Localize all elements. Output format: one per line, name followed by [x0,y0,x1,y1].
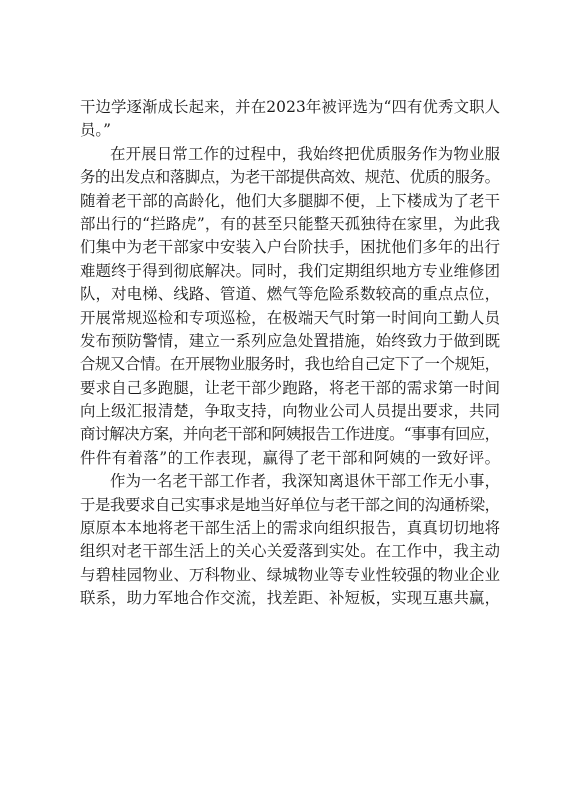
text-line: 作为一名老干部工作者，我深知离退休干部工作无小事， [110,472,500,491]
text-line: 要求自己多跑腿，让老干部少跑路，将老干部的需求第一时间 [80,378,500,397]
text-line: 干边学逐渐成长起来，并在2023年被评选为“四有优秀文职人 [80,98,500,116]
text-line: 件件有着落”的工作表现，赢得了老干部和阿姨的一致好评。 [80,448,500,467]
text-line: 开展常规巡检和专项巡检，在极端天气时第一时间向工勤人员 [80,308,500,327]
text-line: 员。” [80,121,111,140]
body-text [80,96,500,611]
text-line: 务的出发点和落脚点，为老干部提供高效、规范、优质的服务。 [80,168,500,187]
text-line: 发布预防警情，建立一系列应急处置措施，始终致力于做到既 [80,331,500,350]
text-line: 们集中为老干部家中安装入户台阶扶手，困扰他们多年的出行 [80,238,500,257]
text-line: 原原本本地将老干部生活上的需求向组织报告，真真切切地将 [80,519,500,538]
text-line: 商讨解决方案，并向老干部和阿姨报告工作进度。“事事有回应， [80,425,500,444]
text-line: 向上级汇报清楚，争取支持，向物业公司人员提出要求，共同 [80,402,500,421]
text-line: 随着老干部的高龄化，他们大多腿脚不便，上下楼成为了老干 [80,191,500,210]
text-line: 部出行的“拦路虎”，有的甚至只能整天孤独待在家里，为此我 [80,214,500,233]
text-line: 难题终于得到彻底解决。同时，我们定期组织地方专业维修团 [80,261,500,280]
text-line: 联系，助力军地合作交流，找差距、补短板，实现互惠共赢， [80,589,500,608]
text-line: 组织对老干部生活上的关心关爱落到实处。在工作中，我主动 [80,542,500,561]
text-line: 队，对电梯、线路、管道、燃气等危险系数较高的重点点位， [80,285,500,304]
text-line: 在开展日常工作的过程中，我始终把优质服务作为物业服 [110,144,500,163]
text-line: 合规又合情。在开展物业服务时，我也给自己定下了一个规矩， [80,355,500,374]
text-line: 于是我要求自己实事求是地当好单位与老干部之间的沟通桥梁， [80,495,500,514]
text-line: 与碧桂园物业、万科物业、绿城物业等专业性较强的物业企业 [80,565,500,584]
